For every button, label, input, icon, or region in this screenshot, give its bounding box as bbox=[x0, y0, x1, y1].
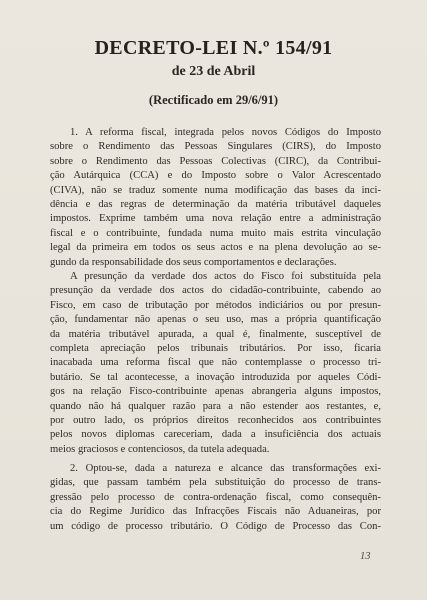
paragraph-line: impostos. Exprime também uma nova relação entre a administração bbox=[50, 213, 381, 225]
paragraph-line: meios graciosos e contenciosos, da tutela adequada. bbox=[50, 443, 270, 455]
paragraph-line: sobre o Rendimento das Pessoas Colectivas (CIRC), da Contribui- bbox=[50, 155, 381, 167]
paragraph-3 bbox=[50, 462, 381, 534]
decree-date: de 23 de Abril bbox=[171, 64, 256, 79]
paragraph-line: gidas, que passam também pela substituição do processo de trans- bbox=[50, 477, 381, 489]
paragraph-line: A presunção da verdade dos actos do Fisco foi substituída pela bbox=[70, 271, 381, 282]
paragraph-line: ção Autárquica (CCA) e do Imposto sobre o Valor Acrescentado bbox=[50, 170, 381, 182]
paragraph-line: 2. Optou-se, dada a natureza e alcance das transformações exi- bbox=[70, 463, 381, 474]
paragraph-line: fiscal e o contribuinte, fundada numa muito mais estrita vinculação bbox=[50, 227, 381, 239]
paragraph-line: da matéria tributável apurada, a qual é, finalmente, susceptível de bbox=[50, 328, 381, 340]
paragraph-line: gundo da responsabilidade dos seus comportamentos e declarações. bbox=[50, 256, 337, 268]
paragraph-line: gos na relação Fisco-contribuinte apenas abrangeria alguns impostos, bbox=[50, 386, 381, 398]
paragraph-line: Fisco, em caso de tributação por métodos indiciários ou por presun- bbox=[50, 299, 381, 311]
paragraph-line: ção, fundamentar não apenas o seu uso, mas a própria quantificação bbox=[50, 314, 381, 326]
paragraph-line: sobre o Rendimento das Pessoas Singulares (CIRS), do Imposto bbox=[50, 141, 381, 153]
paragraph-line: completa apreciação pelos tribunais tributários. Por isso, ficaria bbox=[50, 342, 381, 354]
paragraph-line: legal da primeira em todos os seus actos e na plena devolução ao se- bbox=[50, 242, 381, 254]
rectification-note: (Rectificado em 29/6/91) bbox=[148, 93, 279, 107]
paragraph-line: (CIVA), não se traduz somente numa modificação das bases da inci- bbox=[50, 184, 381, 196]
decree-title: DECRETO-LEI N.º 154/91 bbox=[94, 37, 333, 59]
paragraph-line: 1. A reforma fiscal, integrada pelos novos Códigos do Imposto bbox=[70, 127, 381, 138]
paragraph-line: presunção da verdade dos actos do cidadão-contribuinte, cabendo ao bbox=[50, 285, 381, 297]
paragraph-line: cia do Regime Jurídico das Infracções Fiscais não Aduaneiras, por bbox=[50, 506, 381, 518]
page-number: 13 bbox=[360, 551, 371, 562]
paragraph-line: inacabada uma reforma fiscal que não contemplasse o processo tri- bbox=[50, 357, 381, 369]
paragraph-line: dência e das regras de determinação da matéria tributável daqueles bbox=[50, 198, 381, 210]
paragraph-line: butário. Se tal acontecesse, a inovação introduzida por aqueles Códi- bbox=[50, 371, 381, 383]
paragraph-1 bbox=[50, 126, 381, 270]
paragraph-line: quando não há qualquer razão para a não estender aos restantes, e, bbox=[50, 400, 381, 412]
paragraph-line: um código de processo tributário. O Código de Processo das Con- bbox=[50, 520, 381, 532]
paragraph-2 bbox=[50, 270, 381, 457]
paragraph-line: pelos novos diplomas careceriam, dada a insuficiência dos actuais bbox=[50, 429, 381, 441]
paragraph-line: gressão pelo processo de contra-ordenação fiscal, como consequên- bbox=[50, 491, 381, 503]
paragraph-line: por outro lado, os próprios direitos reconhecidos aos contribuintes bbox=[50, 414, 381, 426]
